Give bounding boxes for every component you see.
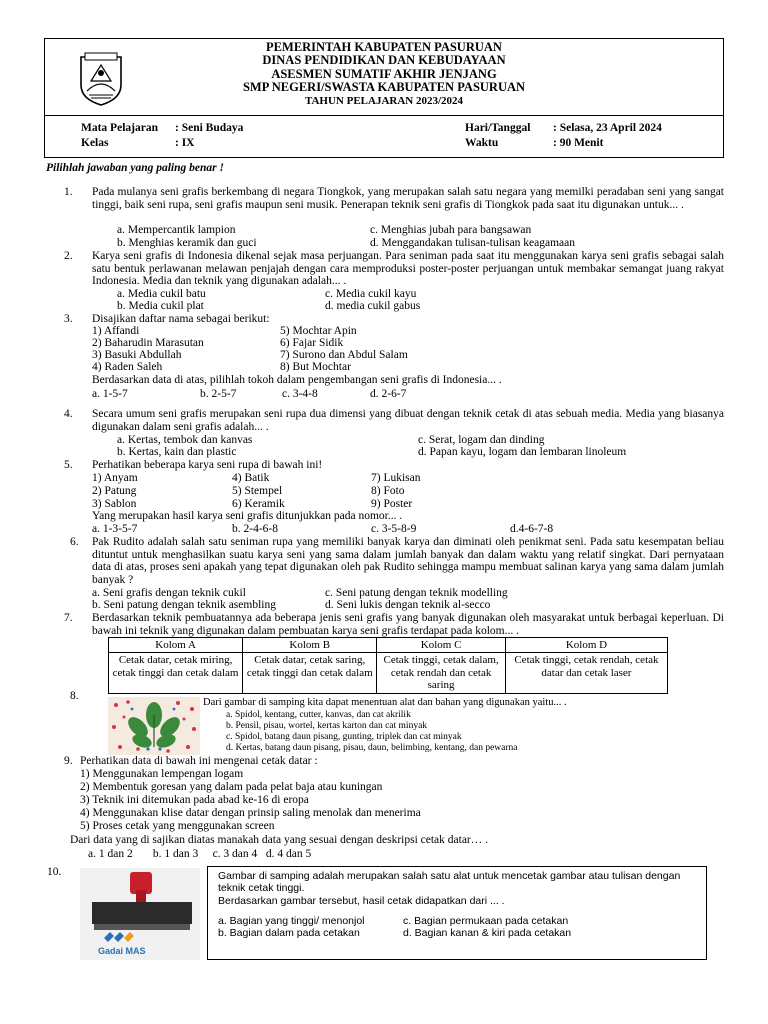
leaf-print-artwork-image bbox=[108, 697, 200, 755]
q8-text: Dari gambar di samping kita dapat menentuan alat dan bahan yang digunakan yaitu... . bbox=[203, 697, 567, 708]
q4-option-c: c. Serat, logam dan dinding bbox=[418, 434, 545, 446]
q2-option-d: d. media cukil gabus bbox=[325, 300, 421, 312]
q10-question-box bbox=[207, 866, 707, 960]
q8-option-c: c. Spidol, batang daun pisang, gunting, triplek dan cat minyak bbox=[226, 732, 462, 742]
q6-option-b: b. Seni patung dengan teknik asembling bbox=[92, 599, 276, 611]
q7-text: Berdasarkan teknik pembuatannya ada beberapa jenis seni grafis yang banyak digunakan oleh masyarakat untuk berbagai keperluan. Di bawah ini teknik yang digunakan dalam pembuatan karya seni grafis terdapat pada kolom... . bbox=[92, 612, 724, 637]
q10-text: Gambar di samping adalah merupakan salah satu alat untuk mencetak gambar atau tulisan dengan teknik cetak tinggi. bbox=[218, 870, 681, 895]
q7-column-table bbox=[108, 637, 668, 694]
q5-list-item: 3) Sablon bbox=[92, 498, 137, 510]
class-label: Kelas bbox=[81, 137, 109, 149]
q5-list-item: 7) Lukisan bbox=[371, 472, 421, 484]
q2-text: Karya seni grafis di Indonesia dikenal sejak masa perjuangan. Para seniman pada saat itu menggunakan karya seni grafis sebagai salah satu bentuk perlawanan melawan penjajah dengan cara memproduksi poster-poster perjuangan untuk membakar semangat juang rakyat Indonesia. Media dan teknik yang digunakan adalah... . bbox=[92, 250, 724, 288]
q5-option-c: c. 3-5-8-9 bbox=[371, 523, 417, 535]
q4-option-d: d. Papan kayu, logam dan lembaran linoleum bbox=[418, 446, 627, 458]
q10-option-c: c. Bagian permukaan pada cetakan bbox=[403, 915, 569, 928]
q5-number: 5. bbox=[64, 459, 73, 471]
instruction: Pilihlah jawaban yang paling benar ! bbox=[46, 162, 224, 174]
date-value: : Selasa, 23 April 2024 bbox=[553, 122, 662, 134]
q6-option-d: d. Seni lukis dengan teknik al-secco bbox=[325, 599, 491, 611]
q1-option-c: c. Menghias jubah para bangsawan bbox=[370, 224, 532, 236]
time-label: Waktu bbox=[465, 137, 499, 149]
q2-option-b: b. Media cukil plat bbox=[117, 300, 204, 312]
q9-number: 9. bbox=[64, 755, 73, 767]
q10-option-b: b. Bagian dalam pada cetakan bbox=[218, 927, 360, 940]
table-cell: Cetak tinggi, cetak rendah, cetak datar dan cetak laser bbox=[505, 653, 667, 693]
q3-option-d: d. 2-6-7 bbox=[370, 388, 407, 400]
q3-list-item: 7) Surono dan Abdul Salam bbox=[280, 349, 408, 361]
q5-option-a: a. 1-3-5-7 bbox=[92, 523, 138, 535]
table-cell: Cetak datar, cetak saring, cetak tinggi dan cetak dalam bbox=[243, 653, 377, 693]
q1-option-d: d. Menggandakan tulisan-tulisan keagamaan bbox=[370, 237, 576, 249]
q4-number: 4. bbox=[64, 408, 73, 420]
q5-option-d: d.4-6-7-8 bbox=[510, 523, 554, 535]
q10-question: Berdasarkan gambar tersebut, hasil cetak didapatkan dari ... . bbox=[218, 894, 505, 907]
q3-number: 3. bbox=[64, 313, 73, 325]
time-value: : 90 Menit bbox=[553, 137, 604, 149]
table-header-cell: Kolom C bbox=[377, 638, 506, 653]
q10-option-a: a. Bagian yang tinggi/ menonjol bbox=[218, 915, 365, 928]
q2-option-c: c. Media cukil kayu bbox=[325, 288, 417, 300]
q5-list-item: 9) Poster bbox=[371, 498, 413, 510]
date-label: Hari/Tanggal bbox=[465, 122, 531, 134]
q3-option-a: a. 1-5-7 bbox=[92, 388, 128, 400]
q8-number: 8. bbox=[70, 690, 79, 702]
subject-label: Mata Pelajaran bbox=[81, 122, 158, 134]
q3-list-item: 4) Raden Saleh bbox=[92, 361, 163, 373]
q7-number: 7. bbox=[64, 612, 73, 624]
q3-list-item: 2) Baharudin Marasutan bbox=[92, 337, 204, 349]
q9-list-item: 5) Proses cetak yang menggunakan screen bbox=[80, 820, 275, 832]
q4-text: Secara umum seni grafis merupakan seni rupa dua dimensi yang dibuat dengan teknik cetak di atas sebuah media. Media yang biasanya digunakan dalam seni grafis adalah... . bbox=[92, 408, 724, 433]
class-value: : IX bbox=[175, 137, 195, 149]
table-header-cell: Kolom A bbox=[109, 638, 243, 653]
q1-option-a: a. Mempercantik lampion bbox=[117, 224, 236, 236]
q1-option-b: b. Menghias keramik dan guci bbox=[117, 237, 257, 249]
header-line-4: SMP NEGERI/SWASTA KABUPATEN PASURUAN bbox=[242, 80, 526, 95]
q5-question: Yang merupakan hasil karya seni grafis ditunjukkan pada nomor... . bbox=[92, 510, 403, 522]
q8-option-a: a. Spidol, kentang, cutter, kanvas, dan cat akrilik bbox=[226, 710, 411, 720]
q4-option-b: b. Kertas, kain dan plastic bbox=[117, 446, 237, 458]
header-line-2: DINAS PENDIDIKAN DAN KEBUDAYAAN bbox=[262, 53, 506, 68]
table-cell: Cetak tinggi, cetak dalam, cetak rendah dan cetak saring bbox=[377, 653, 506, 693]
q9-question: Dari data yang di sajikan diatas manakah data yang sesuai dengan deskripsi cetak datar… . bbox=[70, 834, 489, 846]
q9-text: Perhatikan data di bawah ini mengenai cetak datar : bbox=[80, 755, 318, 767]
q2-number: 2. bbox=[64, 250, 73, 262]
stamp-brand-logo: Gadai MAS bbox=[98, 946, 146, 956]
q3-list-item: 1) Affandi bbox=[92, 325, 140, 337]
q10-number: 10. bbox=[47, 866, 62, 878]
q5-option-b: b. 2-4-6-8 bbox=[232, 523, 278, 535]
q3-list-item: 3) Basuki Abdullah bbox=[92, 349, 182, 361]
meta-left bbox=[81, 121, 243, 151]
q3-list-item: 6) Fajar Sidik bbox=[280, 337, 344, 349]
header-line-1: PEMERINTAH KABUPATEN PASURUAN bbox=[266, 40, 502, 54]
header-line-5: TAHUN PELAJARAN 2023/2024 bbox=[304, 94, 464, 107]
q4-option-a: a. Kertas, tembok dan kanvas bbox=[117, 434, 253, 446]
q10-option-d: d. Bagian kanan & kiri pada cetakan bbox=[403, 927, 572, 940]
q5-list-item: 8) Foto bbox=[371, 485, 405, 497]
subject-value: : Seni Budaya bbox=[175, 122, 244, 134]
q6-option-a: a. Seni grafis dengan teknik cukil bbox=[92, 587, 246, 599]
q8-option-d: d. Kertas, batang daun pisang, pisau, daun, belimbing, kentang, dan pewarna bbox=[226, 743, 518, 753]
q3-list-item: 8) But Mochtar bbox=[280, 361, 351, 373]
q5-list-item: 5) Stempel bbox=[232, 485, 283, 497]
q6-option-c: c. Seni patung dengan teknik modelling bbox=[325, 587, 508, 599]
q8-option-b: b. Pensil, pisau, wortel, kertas karton dan cat minyak bbox=[226, 721, 428, 731]
q3-list-item: 5) Mochtar Apin bbox=[280, 325, 357, 337]
q2-option-a: a. Media cukil batu bbox=[117, 288, 206, 300]
q9-list-item: 4) Menggunakan klise datar dengan prinsip saling menolak dan menerima bbox=[80, 807, 421, 819]
table-cell: Cetak datar, cetak miring, cetak tinggi dan cetak dalam bbox=[109, 653, 243, 693]
rubber-stamp-image bbox=[80, 868, 200, 960]
q5-text: Perhatikan beberapa karya seni rupa di bawah ini! bbox=[92, 459, 323, 471]
q3-question: Berdasarkan data di atas, pilihlah tokoh dalam pengembangan seni grafis di Indonesia... . bbox=[92, 374, 502, 386]
q1-number: 1. bbox=[64, 186, 73, 198]
table-header-cell: Kolom B bbox=[243, 638, 377, 653]
exam-header bbox=[44, 38, 724, 158]
q5-list-item: 1) Anyam bbox=[92, 472, 138, 484]
header-line-3: ASESMEN SUMATIF AKHIR JENJANG bbox=[271, 66, 497, 81]
q3-option-c: c. 3-4-8 bbox=[282, 388, 318, 400]
q5-list-item: 2) Patung bbox=[92, 485, 137, 497]
q9-list-item: 1) Menggunakan lempengan logam bbox=[80, 768, 244, 780]
q3-option-b: b. 2-5-7 bbox=[200, 388, 237, 400]
meta-right bbox=[465, 121, 662, 151]
q6-text: Pak Rudito adalah salah satu seniman rupa yang memiliki banyak karya dan diminati oleh penikmat seni. Pada satu kesempatan beliau dituntut untuk menghasilkan suatu karya seni yang sama dalam jumlah banyak dan dalam waktu yang relatif singkat. Dari pernyataan data di atas, proses seni apakah yang tepat digunakan oleh pak Rudito sehingga mampu membuat salinan karya yang sama dalam jumlah banyak ? bbox=[92, 536, 724, 586]
header-divider bbox=[45, 115, 723, 116]
table-header-cell: Kolom D bbox=[505, 638, 667, 653]
q9-list-item: 3) Teknik ini ditemukan pada abad ke-16 di eropa bbox=[80, 794, 309, 806]
q1-text: Pada mulanya seni grafis berkembang di negara Tiongkok, yang merupakan salah satu negara yang memilki peradaban seni yang sangat tinggi, baik seni rupa, seni grafis maupun seni musik. Penerapan teknik seni grafis di Tiongkok pada saat itu digunakan untuk... . bbox=[92, 186, 724, 211]
q6-number: 6. bbox=[70, 536, 79, 548]
q9-options: a. 1 dan 2 b. 1 dan 3 c. 3 dan 4 d. 4 dan 5 bbox=[88, 848, 312, 860]
q5-list-item: 6) Keramik bbox=[232, 498, 285, 510]
q5-list-item: 4) Batik bbox=[232, 472, 270, 484]
q9-list-item: 2) Membentuk goresan yang dalam pada pelat baja atau kuningan bbox=[80, 781, 383, 793]
q3-text: Disajikan daftar nama sebagai berikut: bbox=[92, 313, 270, 325]
